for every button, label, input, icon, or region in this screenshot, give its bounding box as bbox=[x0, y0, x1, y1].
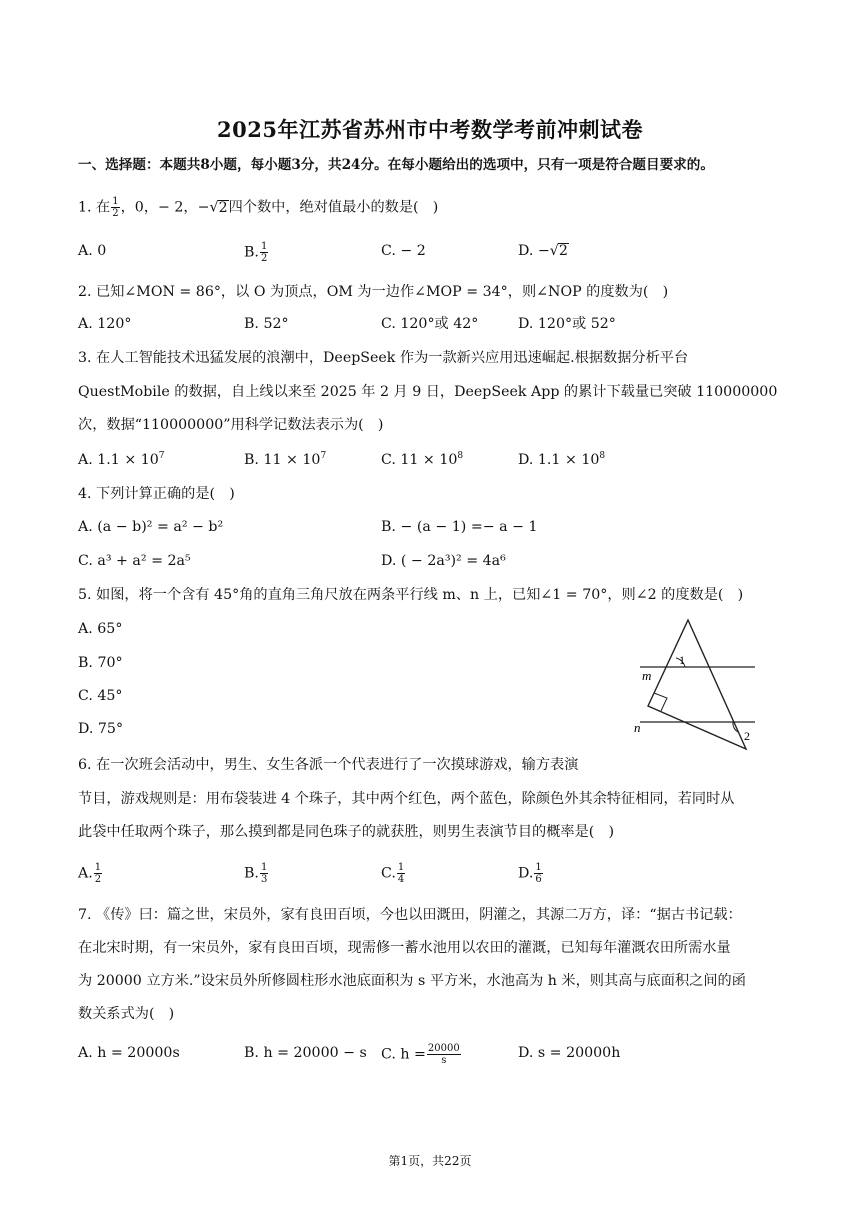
page-title: 2025年江苏省苏州市中考数学考前冲刺试卷 bbox=[217, 117, 643, 142]
parallel-lines-triangle-figure bbox=[630, 612, 760, 757]
option-c: C. 45° bbox=[78, 688, 123, 704]
label-2: 2 bbox=[744, 729, 750, 743]
question-2: 2. 已知∠MON = 86°，以 O 为顶点，OM 为一边作∠MOP = 34°，则∠NOP 的度数为( ) bbox=[78, 284, 669, 300]
option-d: D. 75° bbox=[78, 721, 124, 737]
option-a: A. $\frac{1}{2}$ bbox=[78, 862, 102, 885]
question-6-line-2: 节目，游戏规则是：用布袋装进 4 个珠子，其中两个红色，两个蓝色，除颜色外其余特征相同，若同时从 bbox=[78, 791, 735, 807]
sqrt-sign: √ bbox=[209, 199, 219, 216]
label-m: m bbox=[642, 668, 652, 683]
option-c: C. $\frac{1}{4}$ bbox=[381, 862, 405, 885]
label-1: 1 bbox=[679, 653, 685, 667]
option-b: B. $11 \times 10^7$ bbox=[244, 451, 327, 468]
option-c: C. a³ + a² = 2a⁵ bbox=[78, 553, 191, 569]
right-angle-mark bbox=[654, 693, 667, 711]
option-c: C. − 2 bbox=[381, 243, 426, 259]
option-d: D. −√2 bbox=[518, 243, 568, 259]
question-6-line-3: 此袋中任取两个珠子，那么摸到都是同色珠子的就获胜，则男生表演节目的概率是( ) bbox=[78, 824, 615, 840]
option-a: A. h = 20000s bbox=[78, 1045, 180, 1061]
question-3-line-2: QuestMobile 的数据，自上线以来至 2025 年 2 月 9 日，DeepSeek App 的累计下载量已突破 110000000 bbox=[78, 384, 778, 400]
option-b: B. 70° bbox=[78, 655, 123, 671]
option-b: B. $\frac{1}{2}$ bbox=[244, 241, 268, 264]
question-7-line-4: 数关系式为( ) bbox=[78, 1006, 175, 1022]
option-d: D. s = 20000h bbox=[518, 1045, 621, 1061]
label-n: n bbox=[634, 720, 641, 735]
page-footer: 第1页，共22页 bbox=[388, 1154, 472, 1168]
question-4: 4. 下列计算正确的是( ) bbox=[78, 486, 235, 502]
question-5: 5. 如图，将一个含有 45°角的直角三角尺放在两条平行线 m、n 上，已知∠1 = 70°，则∠2 的度数是( ) bbox=[78, 587, 744, 603]
option-d: D. ( − 2a³)² = 4a⁶ bbox=[381, 553, 506, 569]
question-7-line-2: 在北宋时期，有一宋员外，家有良田百顷，现需修一蓄水池用以农田的灌溉，已知每年灌溉农田所需水量 bbox=[78, 940, 731, 956]
option-a: A. 0 bbox=[78, 243, 107, 259]
option-b: B. 52° bbox=[244, 316, 289, 332]
question-1: 1. 在 $\frac{1}{2}$ ，0，− 2，−√2四个数中，绝对值最小的数是( ) bbox=[78, 196, 439, 219]
question-6-line-1: 6. 在一次班会活动中，男生、女生各派一个代表进行了一次摸球游戏，输方表演 bbox=[78, 757, 579, 773]
option-c: C. 120°或 42° bbox=[381, 316, 479, 332]
option-a: A. 65° bbox=[78, 621, 123, 637]
option-d: D. $\frac{1}{6}$ bbox=[518, 862, 542, 885]
option-b: B. $\frac{1}{3}$ bbox=[244, 862, 268, 885]
option-c: C. h = $\frac{20000}{s}$ bbox=[381, 1043, 460, 1066]
option-d: D. $1.1 \times 10^8$ bbox=[518, 451, 606, 468]
section-heading: 一、选择题：本题共8小题，每小题3分，共24分。在每小题给出的选项中，只有一项是符合题目要求的。 bbox=[78, 157, 714, 173]
option-a: A. (a − b)² = a² − b² bbox=[78, 519, 224, 535]
option-b: B. − (a − 1) =− a − 1 bbox=[381, 519, 538, 535]
option-b: B. h = 20000 − s bbox=[244, 1045, 367, 1061]
question-7-line-3: 为 20000 立方米.”设宋员外所修圆柱形水池底面积为 s 平方米，水池高为 h 米，则其高与底面积之间的函 bbox=[78, 973, 746, 989]
option-a: A. $1.1 \times 10^7$ bbox=[78, 451, 165, 468]
triangle bbox=[648, 620, 746, 749]
question-3-line-1: 3. 在人工智能技术迅猛发展的浪潮中，DeepSeek 作为一款新兴应用迅速崛起.根据数据分析平台 bbox=[78, 350, 689, 366]
fraction: $\frac{1}{2}$ bbox=[112, 196, 119, 219]
question-7-line-1: 7. 《传》曰：篇之世，宋员外，家有良田百顷，今也以田溉田，阴灌之，其源二万方，译：“据古书记载： bbox=[78, 907, 742, 923]
option-a: A. 120° bbox=[78, 316, 132, 332]
question-3-line-3: 次，数据“110000000”用科学记数法表示为( ) bbox=[78, 417, 384, 433]
option-d: D. 120°或 52° bbox=[518, 316, 616, 332]
option-c: C. $11 \times 10^8$ bbox=[381, 451, 464, 468]
